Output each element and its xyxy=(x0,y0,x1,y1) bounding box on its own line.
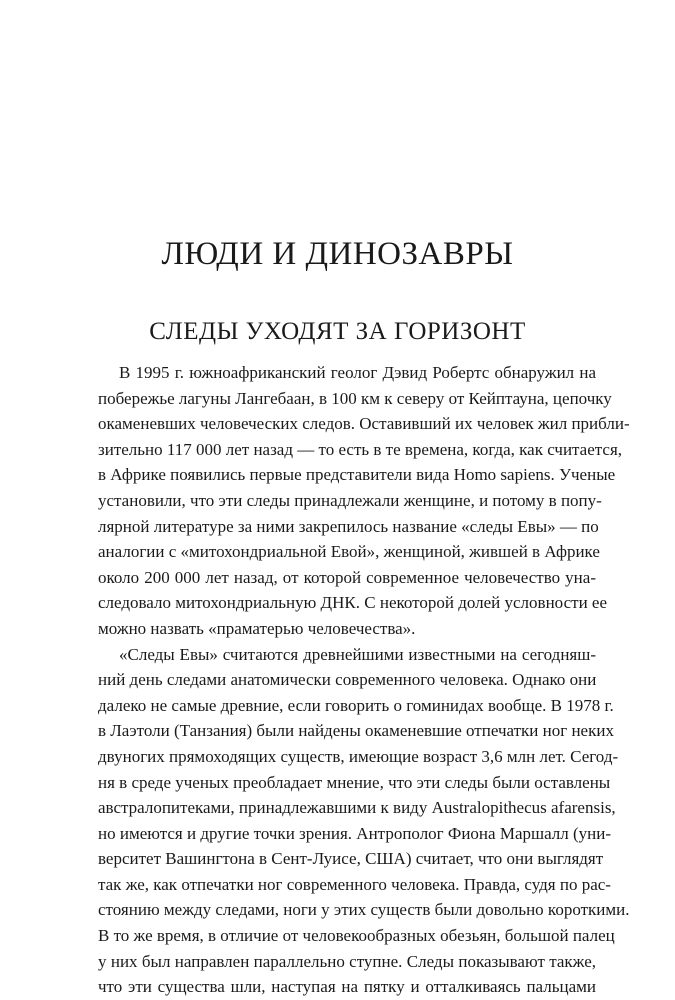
text-line: около 200 000 лет назад, от которой современное человечество уна- xyxy=(98,567,596,587)
text-line: верситет Вашингтона в Сент-Луисе, США) считает, что они выглядят xyxy=(98,849,604,869)
text-line: так же, как отпечатки ног современного человека. Правда, судя по рас- xyxy=(98,874,611,894)
text-line: далеко не самые древние, если говорить о гоминидах вообще. В 1978 г. xyxy=(98,695,614,715)
text-line: двуногих прямоходящих существ, имеющие возраст 3,6 млн лет. Сегод- xyxy=(98,746,619,766)
text-line: у них был направлен параллельно ступне. Следы показывают также, xyxy=(98,951,596,971)
text-line: в Африке появились первые представители вида Homo sapiens. Ученые xyxy=(98,465,616,485)
text-line: но имеются и другие точки зрения. Антрополог Фиона Маршалл (уни- xyxy=(98,823,612,843)
body-text xyxy=(98,360,630,1000)
text-line: «Следы Евы» считаются древнейшими известными на сегодняш- xyxy=(119,644,596,664)
text-line: австралопитеками, принадлежавшими к виду Australopithecus afarensis, xyxy=(98,798,616,818)
text-line: что эти существа шли, наступая на пятку и отталкиваясь пальцами xyxy=(98,977,596,997)
text-line: В то же время, в отличие от человекообразных обезьян, большой палец xyxy=(98,926,615,946)
text-line: побережье лагуны Лангебаан, в 100 км к северу от Кейптауна, цепочку xyxy=(98,388,612,408)
text-line: зительно 117 000 лет назад — то есть в те времена, когда, как считается, xyxy=(98,439,623,459)
text-line: аналогии с «митохондриальной Евой», женщиной, жившей в Африке xyxy=(98,542,600,562)
text-line: установили, что эти следы принадлежали женщине, и потому в попу- xyxy=(98,490,602,510)
text-line: в Лаэтоли (Танзания) были найдены окаменевшие отпечатки ног неких xyxy=(98,721,614,741)
paragraph xyxy=(98,360,630,642)
text-line: стоянию между следами, ноги у этих существ были довольно короткими. xyxy=(98,900,630,920)
text-line: лярной литературе за ними закрепилось название «следы Евы» — по xyxy=(98,516,599,536)
text-line: можно назвать «праматерью человечества». xyxy=(98,618,416,638)
chapter-title: ЛЮДИ И ДИНОЗАВРЫ xyxy=(161,236,514,272)
text-line: ний день следами анатомически современного человека. Однако они xyxy=(98,670,597,690)
text-line: ня в среде ученых преобладает мнение, что эти следы были оставлены xyxy=(98,772,611,792)
text-line: следовало митохондриальную ДНК. С некоторой долей условности ее xyxy=(98,593,608,613)
paragraph xyxy=(98,642,630,1000)
section-title: СЛЕДЫ УХОДЯТ ЗА ГОРИЗОНТ xyxy=(149,318,526,345)
text-line: В 1995 г. южноафриканский геолог Дэвид Робертс обнаружил на xyxy=(119,363,596,382)
text-line: окаменевших человеческих следов. Оставивший их человек жил прибли- xyxy=(98,414,630,434)
